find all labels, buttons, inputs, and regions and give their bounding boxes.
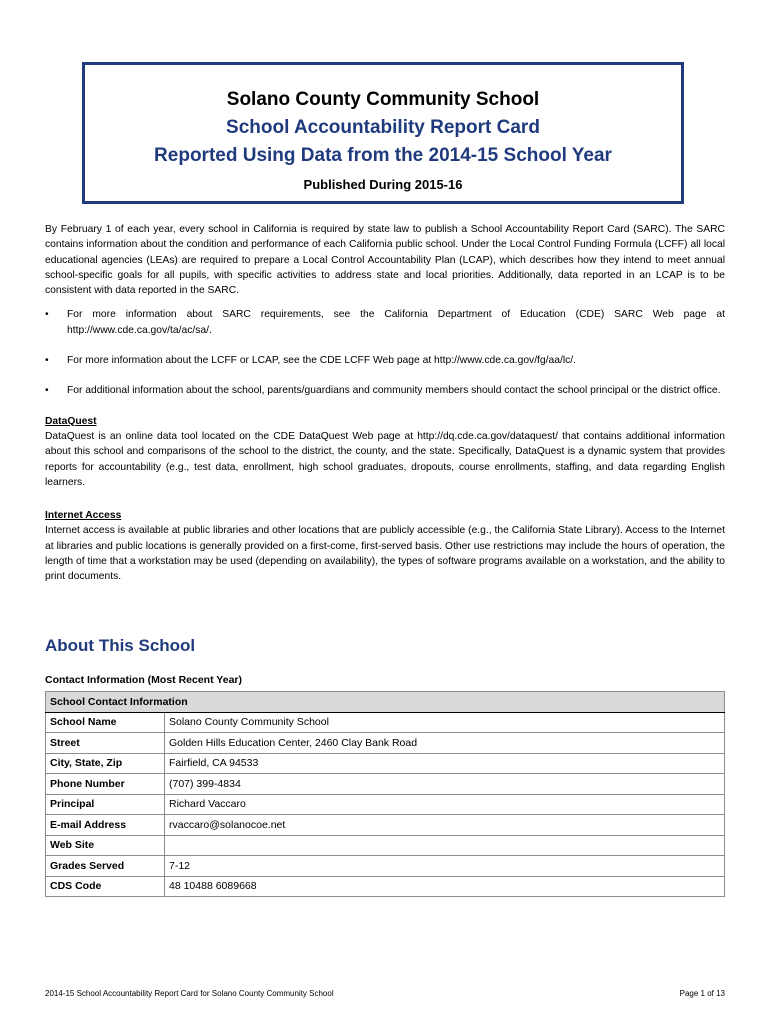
row-label: CDS Code — [46, 876, 165, 897]
row-value: Fairfield, CA 94533 — [165, 753, 725, 774]
bullet-text: For more information about SARC requirements, see the California Department of Education (CDE) SARC Web page at http://www.cde.ca.gov/ta/ac/sa/. — [67, 309, 725, 336]
table-row — [46, 856, 725, 877]
table-row — [46, 815, 725, 836]
row-value: (707) 399-4834 — [165, 774, 725, 795]
row-label: Phone Number — [46, 774, 165, 795]
bullet-icon: • — [45, 355, 49, 367]
row-label: City, State, Zip — [46, 753, 165, 774]
table-header: School Contact Information — [46, 692, 725, 713]
dataquest-paragraph: DataQuest is an online data tool located on the CDE DataQuest Web page at http://dq.cde.ca.gov/dataquest/ that contains additional information about this school and comparisons of the school to the district, the county, and the state. Specifically, DataQuest is a dynamic system that provides reports for accountability (e.g., test data, enrollment, high school graduates, dropouts, course enrollments, staffing, and data regarding English learners. — [45, 430, 725, 488]
table-row — [46, 835, 725, 856]
bullet-item — [45, 383, 725, 398]
row-label: Grades Served — [46, 856, 165, 877]
internet-heading: Internet Access — [45, 510, 122, 522]
row-value: 48 10488 6089668 — [165, 876, 725, 897]
title-box — [82, 62, 684, 204]
dataquest-heading: DataQuest — [45, 415, 97, 427]
page-number: Page 1 of 13 — [679, 989, 725, 998]
bullet-item — [45, 353, 725, 368]
table-row — [46, 733, 725, 754]
row-label: E-mail Address — [46, 815, 165, 836]
table-row — [46, 794, 725, 815]
internet-paragraph: Internet access is available at public libraries and other locations that are publicly accessible (e.g., the California State Library). Access to the Internet at libraries and public locations is generally provided on a first-come, first-served basis. Other use restrictions may include the hours of operation, the length of time that a workstation may be used (depending on availability), the types of software programs available on a workstation, and the ability to print documents. — [45, 525, 725, 583]
table-row — [46, 876, 725, 897]
table-header-row — [46, 692, 725, 713]
table-row — [46, 712, 725, 733]
row-value: Golden Hills Education Center, 2460 Clay Bank Road — [165, 733, 725, 754]
bullet-item — [45, 307, 725, 338]
row-value — [165, 835, 725, 856]
row-value: 7-12 — [165, 856, 725, 877]
info-bullets — [45, 307, 725, 398]
row-value: rvaccaro@solanocoe.net — [165, 815, 725, 836]
reported-year: Reported Using Data from the 2014-15 School Year — [154, 145, 612, 166]
contact-table — [45, 691, 725, 897]
page-footer — [45, 989, 725, 998]
school-title: Solano County Community School — [226, 89, 540, 110]
bullet-icon: • — [45, 309, 49, 321]
row-label: School Name — [46, 712, 165, 733]
report-title: School Accountability Report Card — [226, 117, 540, 138]
published-line: Published During 2015-16 — [303, 177, 463, 192]
row-value: Solano County Community School — [165, 712, 725, 733]
intro-paragraph: By February 1 of each year, every school in California is required by state law to publish a School Accountability Report Card (SARC). The SARC contains information about the condition and performance of each California public school. Under the Local Control Funding Formula (LCFF) all local educational agencies (LEAs) are required to prepare a Local Control Accountability Plan (LCAP), which describes how they intend to meet annual school-specific goals for all pupils, with specific activities to address state and local priorities. Additionally, data reported in an LCAP is to be consistent with data reported in the SARC. — [45, 224, 725, 297]
bullet-text: For additional information about the school, parents/guardians and community members should contact the school principal or the district office. — [67, 385, 721, 397]
about-heading: About This School — [45, 636, 196, 655]
body-content — [45, 222, 725, 585]
row-label: Web Site — [46, 835, 165, 856]
row-label: Street — [46, 733, 165, 754]
row-value: Richard Vaccaro — [165, 794, 725, 815]
table-row — [46, 774, 725, 795]
footer-title: 2014-15 School Accountability Report Card for Solano County Community School — [45, 989, 334, 998]
row-label: Principal — [46, 794, 165, 815]
contact-info-label: Contact Information (Most Recent Year) — [45, 674, 242, 686]
bullet-icon: • — [45, 385, 49, 397]
table-row — [46, 753, 725, 774]
bullet-text: For more information about the LCFF or LCAP, see the CDE LCFF Web page at http://www.cde.ca.gov/fg/aa/lc/. — [67, 355, 576, 367]
